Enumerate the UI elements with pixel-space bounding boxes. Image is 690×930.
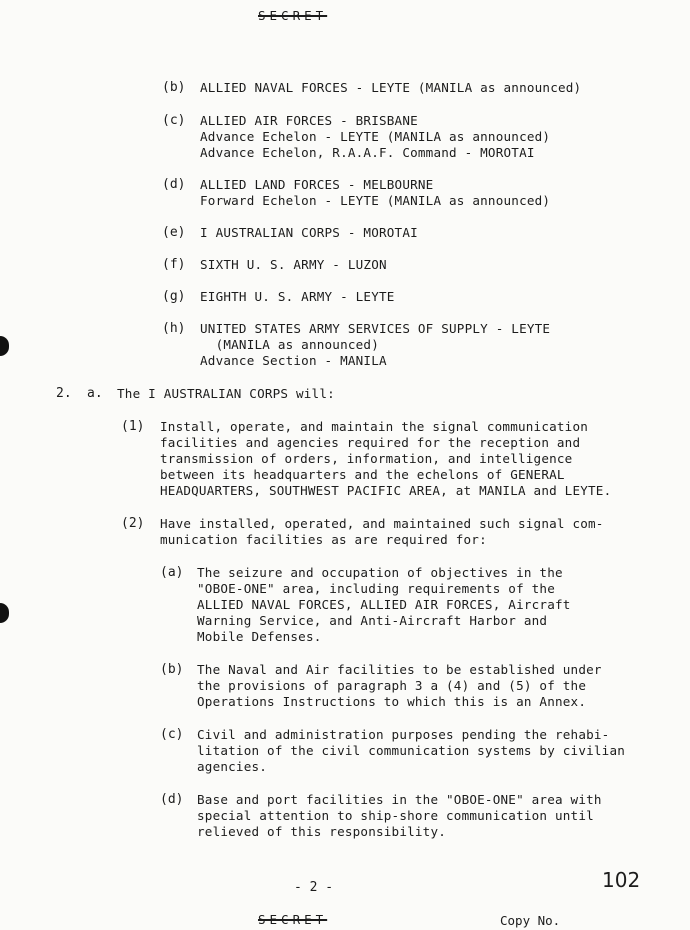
punch-hole xyxy=(0,336,9,356)
item-marker: (2) xyxy=(121,516,145,531)
item-line: the provisions of paragraph 3 a (4) and (5) of the xyxy=(197,678,587,693)
copy-number-label: Copy No. xyxy=(500,913,561,928)
item-line: The Naval and Air facilities to be established under xyxy=(197,662,602,677)
item-line: between its headquarters and the echelons of GENERAL xyxy=(160,467,565,482)
item-line: agencies. xyxy=(197,759,268,774)
item-line: ALLIED NAVAL FORCES - LEYTE (MANILA as announced) xyxy=(200,80,582,95)
item-line: ALLIED LAND FORCES - MELBOURNE xyxy=(200,177,434,192)
item-line: UNITED STATES ARMY SERVICES OF SUPPLY - LEYTE xyxy=(200,321,551,336)
page-number: - 2 - xyxy=(294,880,334,895)
item-marker: (h) xyxy=(162,321,186,336)
item-line: "OBOE-ONE" area, including requirements of the xyxy=(197,581,555,596)
item-line: Mobile Defenses. xyxy=(197,629,322,644)
item-line: transmission of orders, information, and intelligence xyxy=(160,451,573,466)
item-marker: (c) xyxy=(162,113,186,128)
item-line: EIGHTH U. S. ARMY - LEYTE xyxy=(200,289,395,304)
header-classification: SECRET xyxy=(258,8,328,23)
item-marker: (a) xyxy=(160,565,184,580)
item-line: ALLIED AIR FORCES - BRISBANE xyxy=(200,113,418,128)
item-marker: (d) xyxy=(160,792,184,807)
item-line: Advance Section - MANILA xyxy=(200,353,387,368)
item-line: special attention to ship-shore communication until xyxy=(197,808,594,823)
item-line: munication facilities as are required for: xyxy=(160,532,487,547)
item-line: Install, operate, and maintain the signal communication xyxy=(160,419,589,434)
item-line: I AUSTRALIAN CORPS - MOROTAI xyxy=(200,225,418,240)
item-marker: (1) xyxy=(121,419,145,434)
item-line: SIXTH U. S. ARMY - LUZON xyxy=(200,257,387,272)
item-line: Forward Echelon - LEYTE (MANILA as announced) xyxy=(200,193,551,208)
section-heading: The I AUSTRALIAN CORPS will: xyxy=(117,386,335,401)
item-marker: (d) xyxy=(162,177,186,192)
item-marker: (f) xyxy=(162,257,186,272)
item-line: litation of the civil communication systems by civilian xyxy=(197,743,626,758)
item-marker: (g) xyxy=(162,289,186,304)
item-marker: (b) xyxy=(160,662,184,677)
item-line: (MANILA as announced) xyxy=(200,337,379,352)
item-line: relieved of this responsibility. xyxy=(197,824,447,839)
item-marker: (b) xyxy=(162,80,186,95)
item-line: Advance Echelon - LEYTE (MANILA as announced) xyxy=(200,129,551,144)
item-line: HEADQUARTERS, SOUTHWEST PACIFIC AREA, at MANILA and LEYTE. xyxy=(160,483,612,498)
item-line: Advance Echelon, R.A.A.F. Command - MOROTAI xyxy=(200,145,535,160)
section-number: 2. xyxy=(56,386,72,401)
item-marker: (e) xyxy=(162,225,186,240)
item-line: facilities and agencies required for the reception and xyxy=(160,435,581,450)
item-marker: (c) xyxy=(160,727,184,742)
item-line: Operations Instructions to which this is an Annex. xyxy=(197,694,587,709)
footer-classification: SECRET xyxy=(258,912,328,927)
punch-hole xyxy=(0,603,9,623)
item-line: Have installed, operated, and maintained such signal com- xyxy=(160,516,604,531)
handwritten-page-number: 102 xyxy=(602,868,641,892)
item-line: ALLIED NAVAL FORCES, ALLIED AIR FORCES, Aircraft xyxy=(197,597,571,612)
item-line: The seizure and occupation of objectives in the xyxy=(197,565,563,580)
item-line: Civil and administration purposes pending the rehabi- xyxy=(197,727,610,742)
section-sub: a. xyxy=(87,386,103,401)
item-line: Base and port facilities in the "OBOE-ONE" area with xyxy=(197,792,602,807)
item-line: Warning Service, and Anti-Aircraft Harbor and xyxy=(197,613,548,628)
